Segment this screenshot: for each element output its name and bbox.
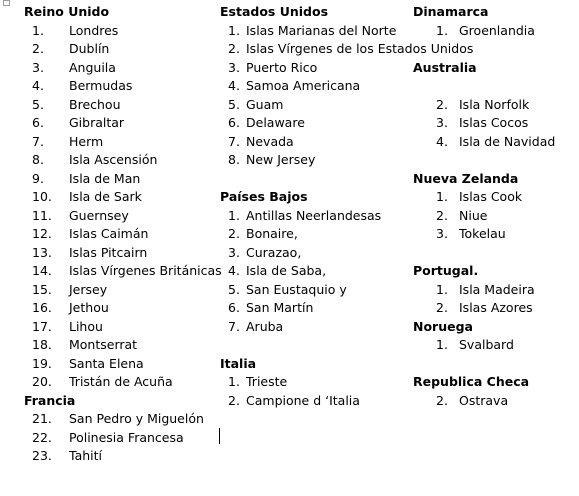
list-number: 5. [32,96,44,112]
list-item[interactable] [24,133,210,152]
list-text: New Jersey [246,152,316,167]
list-text: San Pedro y Miguelón [69,411,204,426]
list-text: Nevada [246,133,294,149]
list-text: Isla de Sark [69,189,142,204]
list-item[interactable] [24,299,210,318]
numbered-list [220,373,400,410]
list-number: 3. [228,244,240,260]
list-number: 1. [228,374,240,389]
list-text: Gibraltar [69,115,125,130]
numbered-list [220,207,400,337]
list-item[interactable] [220,40,474,59]
list-text: Samoa Americana [246,78,361,93]
list-number: 12. [32,226,52,241]
list-item[interactable] [24,188,210,207]
list-number: 1. [228,207,240,223]
list-item[interactable] [413,392,573,411]
numbered-list [413,188,573,244]
list-text: Bonaire, [246,226,298,241]
section-heading: Nueva Zelanda [413,170,519,186]
numbered-list [413,96,573,152]
list-item[interactable] [220,392,400,411]
list-text: Islas Pitcairn [69,244,148,260]
list-number: 1. [32,22,44,38]
list-item[interactable] [24,410,210,429]
list-text: Svalbard [459,337,514,352]
list-number: 2. [32,41,44,56]
list-text: Groenlandia [459,22,535,38]
blank-line [220,170,400,189]
list-number: 4. [228,263,240,278]
list-number: 6. [228,300,240,315]
numbered-list [24,410,210,466]
list-item[interactable] [413,96,573,115]
list-item[interactable] [413,114,573,133]
list-number: 3. [32,59,44,75]
list-item[interactable] [24,114,210,133]
list-text: Herm [69,133,104,149]
list-text: Aruba [246,318,284,334]
numbered-list [413,392,573,411]
list-text: Antillas Neerlandesas [246,207,382,223]
list-item[interactable] [24,77,210,96]
list-text: Puerto Rico [246,59,318,75]
blank-line [220,336,400,355]
list-number: 22. [32,429,52,445]
list-number: 7. [228,318,240,334]
list-number: 18. [32,337,52,352]
list-item[interactable] [413,281,573,300]
list-text: Tristán de Acuña [69,374,173,389]
list-number: 7. [32,133,44,149]
list-item[interactable] [413,299,573,318]
list-text: Montserrat [69,337,138,352]
list-item[interactable] [24,318,210,337]
list-item[interactable] [24,281,210,300]
list-number: 8. [32,152,44,167]
list-text: Isla de Saba, [246,263,327,278]
list-item[interactable] [220,114,400,133]
list-number: 3. [436,226,448,241]
section-heading: Italia [220,355,257,371]
list-text: Delaware [246,115,305,130]
list-number: 9. [32,170,44,186]
list-number: 20. [32,374,52,389]
list-item[interactable] [24,355,210,374]
blank-line [413,40,573,59]
list-text: Guernsey [69,207,129,223]
list-number: 8. [228,152,240,167]
list-text: Ostrava [459,392,509,408]
list-item[interactable] [24,373,210,392]
numbered-list [413,336,573,355]
list-item[interactable] [220,318,400,337]
list-number: 6. [32,115,44,130]
blank-line [413,77,573,96]
list-item[interactable] [413,133,573,152]
list-text: Polinesia Francesa [69,429,184,445]
list-text: Islas Vírgenes Británicas [69,263,222,278]
list-item[interactable] [24,429,210,448]
list-item[interactable] [24,22,210,41]
section-reino-unido [24,3,222,392]
list-item[interactable] [220,77,400,96]
list-number: 2. [228,226,240,241]
list-item[interactable] [24,336,210,355]
list-number: 23. [32,448,52,463]
section-heading: Reino Unido [24,4,110,19]
list-item[interactable] [220,151,400,170]
list-text: Islas Marianas del Norte [246,22,397,38]
list-text: Islas Caimán [69,226,149,241]
list-number: 19. [32,355,52,371]
section-dinamarca [413,3,573,40]
section-australia [413,59,573,152]
list-item[interactable] [413,207,573,226]
blank-line [413,355,573,374]
text-cursor [219,428,220,444]
section-italia [220,355,400,411]
list-item[interactable] [413,22,573,41]
list-text: Bermudas [69,78,133,93]
list-number: 14. [32,263,52,278]
blank-line [413,151,573,170]
list-text: Isla de Navidad [459,133,556,149]
section-heading: Australia [413,59,477,75]
list-number: 1. [436,189,448,204]
list-item[interactable] [220,207,400,226]
section-francia [24,392,210,466]
list-number: 2. [436,300,448,315]
list-item[interactable] [220,133,400,152]
list-number: 7. [228,133,240,149]
list-item[interactable] [24,59,210,78]
list-text: Islas Cook [459,189,523,204]
list-number: 16. [32,300,52,315]
section-heading: Dinamarca [413,4,489,19]
list-number: 2. [436,392,448,408]
list-text: Campione d ‘Italia [246,392,360,408]
list-item[interactable] [220,299,400,318]
list-item[interactable] [24,447,210,466]
list-number: 1. [436,337,448,352]
column-3 [413,3,573,410]
numbered-list [413,22,573,41]
list-item[interactable] [220,244,400,263]
section-noruega [413,318,573,355]
section-portugal [413,262,573,318]
list-text: Anguila [69,59,116,75]
list-text: Islas Cocos [459,115,529,130]
list-number: 3. [228,59,240,75]
list-text: Tahití [69,448,102,463]
list-item[interactable] [220,225,400,244]
section-heading: Países Bajos [220,189,308,204]
section-paises-bajos [220,188,400,336]
list-number: 15. [32,281,52,297]
list-item[interactable] [220,262,400,281]
list-number: 6. [228,115,240,130]
list-number: 4. [228,78,240,93]
list-text: Niue [459,207,488,223]
list-item[interactable] [24,40,210,59]
list-item[interactable] [220,373,400,392]
list-item[interactable] [24,96,210,115]
list-text: Brechou [69,96,121,112]
list-number: 2. [436,207,448,223]
list-number: 2. [228,41,240,56]
list-text: Trieste [246,374,288,389]
list-number: 17. [32,318,52,334]
list-number: 11. [32,207,52,223]
list-text: Isla Norfolk [459,96,530,112]
list-item[interactable] [24,170,210,189]
numbered-list [413,281,573,318]
column-1 [24,3,222,466]
list-item[interactable] [24,225,210,244]
list-number: 13. [32,244,52,260]
list-item[interactable] [220,22,400,41]
list-number: 4. [32,78,44,93]
list-item[interactable] [24,262,222,281]
list-number: 2. [228,392,240,408]
list-text: Jethou [69,300,109,315]
list-text: Londres [69,22,119,38]
section-heading: Francia [24,392,76,408]
list-number: 3. [436,115,448,130]
list-text: Lihou [69,318,103,334]
list-text: Dublín [69,41,110,56]
list-number: 10. [32,189,52,204]
section-heading: Republica Checa [413,374,530,389]
list-text: Isla de Man [69,170,141,186]
list-item[interactable] [413,225,573,244]
table-move-handle-icon[interactable] [3,0,10,6]
list-number: 4. [436,133,448,149]
list-item[interactable] [413,188,573,207]
list-item[interactable] [220,59,400,78]
list-text: Isla Madeira [459,281,535,297]
list-number: 2. [436,96,448,112]
list-text: Isla Ascensión [69,152,158,167]
list-item[interactable] [24,207,210,226]
list-item[interactable] [220,281,400,300]
section-heading: Portugal. [413,263,479,278]
list-text: San Eustaquio y [246,281,347,297]
section-nueva-zelanda [413,170,573,244]
list-text: Tokelau [459,226,506,241]
list-item[interactable] [413,336,573,355]
list-number: 1. [436,281,448,297]
list-text: Guam [246,96,284,112]
blank-line [413,244,573,263]
list-number: 21. [32,411,52,426]
list-number: 1. [228,22,240,38]
list-text: San Martín [246,300,314,315]
list-text: Islas Vírgenes de los Estados Unidos [246,41,474,56]
section-republica-checa [413,373,573,410]
list-text: Jersey [69,281,108,297]
list-number: 5. [228,281,240,297]
list-number: 5. [228,96,240,112]
list-item[interactable] [24,244,210,263]
section-heading: Estados Unidos [220,4,329,19]
list-item[interactable] [220,96,400,115]
list-text: Islas Azores [459,300,533,315]
list-text: Santa Elena [69,355,144,371]
list-text: Curazao, [246,244,302,260]
list-number: 1. [436,22,448,38]
list-item[interactable] [24,151,210,170]
section-heading: Noruega [413,318,473,334]
numbered-list [24,22,222,392]
